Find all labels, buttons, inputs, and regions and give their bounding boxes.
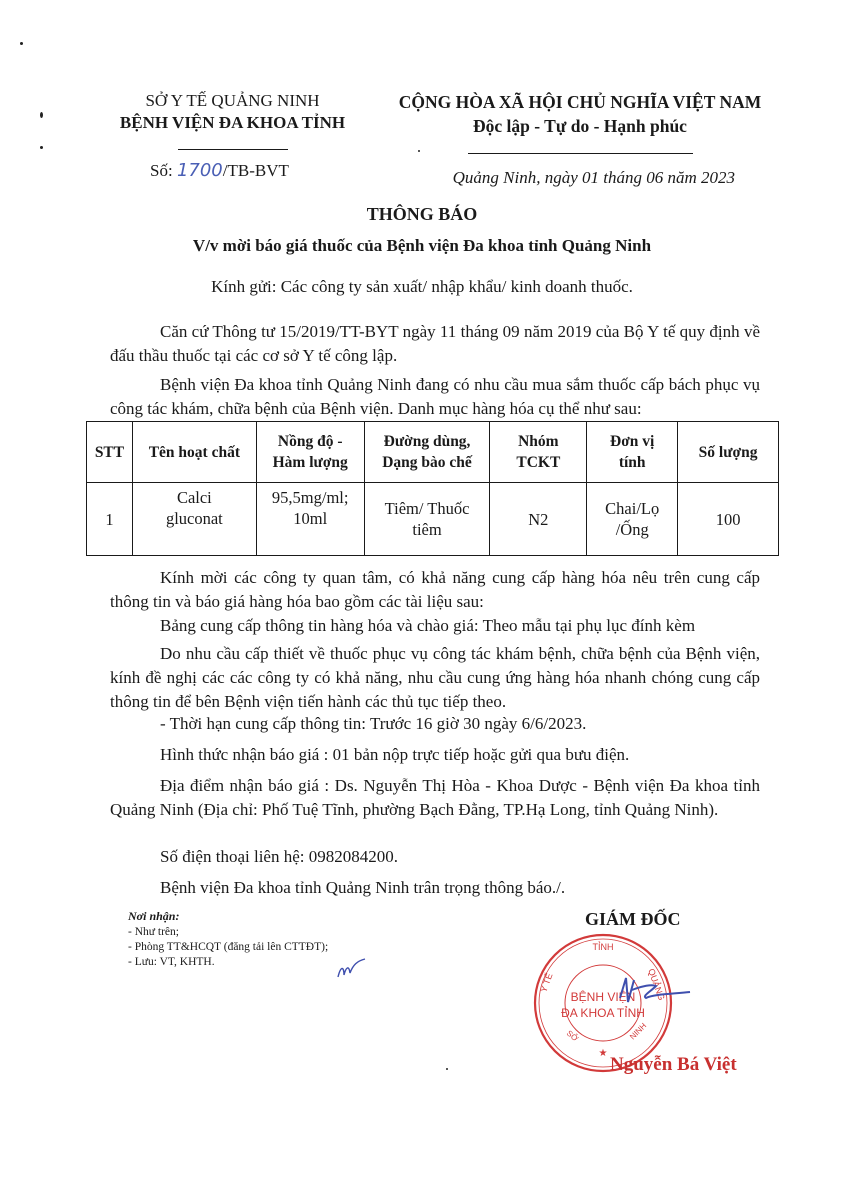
document-title: THÔNG BÁO bbox=[366, 204, 478, 224]
motto-underline bbox=[375, 136, 785, 160]
director-signature bbox=[612, 968, 702, 1018]
place-date: Quảng Ninh, ngày 01 tháng 06 năm 2023 bbox=[452, 168, 735, 187]
seal-bottom-right-text: NINH bbox=[628, 1021, 649, 1042]
seal-bottom-text: SỞ bbox=[564, 1028, 580, 1044]
cell-stt: 1 bbox=[87, 483, 133, 556]
recipient-item: - Lưu: VT, KHTH. bbox=[128, 956, 215, 968]
paragraph-price-table: Bảng cung cấp thông tin hàng hóa và chào giá: Theo mẫu tại phụ lục đính kèm bbox=[160, 616, 696, 635]
col-ten-hoat-chat: Tên hoạt chất bbox=[132, 422, 256, 483]
scan-speck bbox=[446, 1068, 448, 1070]
initials-signature bbox=[335, 955, 370, 985]
doc-number-prefix: Số: bbox=[150, 161, 177, 180]
signer-name: Nguyễn Bá Việt bbox=[610, 1054, 737, 1075]
handwritten-number: 1700 bbox=[176, 160, 223, 181]
national-motto: Độc lập - Tự do - Hạnh phúc bbox=[473, 116, 687, 136]
recipient-item: - Phòng TT&HCQT (đăng tải lên CTTĐT); bbox=[128, 941, 329, 953]
national-header bbox=[375, 90, 785, 160]
paragraph-legal-basis: Căn cứ Thông tư 15/2019/TT-BYT ngày 11 tháng 09 năm 2019 của Bộ Y tế quy định về đấu thầu thuốc tại các cơ sở Y tế công lập. bbox=[110, 322, 760, 365]
col-stt: STT bbox=[87, 422, 133, 483]
table-row bbox=[87, 483, 779, 556]
cell-nong-do: 95,5mg/ml; 10ml bbox=[256, 483, 364, 556]
cell-nhom: N2 bbox=[490, 483, 587, 556]
scan-speck bbox=[40, 112, 43, 118]
seal-top-text: TỈNH bbox=[592, 942, 614, 952]
col-nhom: Nhóm TCKT bbox=[490, 422, 587, 483]
national-title: CỘNG HÒA XÃ HỘI CHỦ NGHĨA VIỆT NAM bbox=[398, 92, 762, 112]
paragraph-need: Bệnh viện Đa khoa tỉnh Quảng Ninh đang có nhu cầu mua sắm thuốc cấp bách phục vụ công tác khám, chữa bệnh của Bệnh viện. Danh mục hàng hóa cụ thể như sau: bbox=[110, 375, 760, 418]
cell-so-luong: 100 bbox=[678, 483, 779, 556]
cell-duong-dung: Tiêm/ Thuốc tiêm bbox=[364, 483, 490, 556]
scan-speck bbox=[20, 42, 23, 45]
paragraph-deadline: - Thời hạn cung cấp thông tin: Trước 16 giờ 30 ngày 6/6/2023. bbox=[160, 714, 587, 733]
document-subtitle: V/v mời báo giá thuốc của Bệnh viện Đa khoa tỉnh Quảng Ninh bbox=[192, 236, 652, 255]
col-nong-do: Nồng độ - Hàm lượng bbox=[256, 422, 364, 483]
paragraph-phone: Số điện thoại liên hệ: 0982084200. bbox=[160, 847, 398, 866]
seal-right-text: QUẢNG bbox=[646, 967, 667, 1002]
paragraph-closing: Bệnh viện Đa khoa tỉnh Quảng Ninh trân trọng thông báo./. bbox=[160, 878, 566, 897]
agency-header bbox=[60, 90, 405, 156]
cell-don-vi: Chai/Lọ /Ống bbox=[587, 483, 678, 556]
seal-left-text: Y TẾ bbox=[538, 971, 555, 994]
agency-line1: SỞ Y TẾ QUẢNG NINH bbox=[145, 91, 320, 110]
document-number bbox=[150, 160, 289, 181]
seal-line1: BỆNH VIỆN bbox=[570, 990, 636, 1004]
doc-number-suffix: /TB-BVT bbox=[222, 161, 289, 180]
table-header-row bbox=[87, 422, 779, 483]
paragraph-invite: Kính mời các công ty quan tâm, có khả năng cung cấp hàng hóa nêu trên cung cấp thông tin và báo giá hàng hóa bao gồm các tài liệu sau: bbox=[110, 568, 760, 611]
agency-line2: BỆNH VIỆN ĐA KHOA TỈNH bbox=[119, 113, 346, 132]
paragraph-method: Hình thức nhận báo giá : 01 bản nộp trực tiếp hoặc gửi qua bưu điện. bbox=[160, 745, 630, 764]
col-duong-dung: Đường dùng, Dạng bào chế bbox=[364, 422, 490, 483]
scan-speck bbox=[40, 146, 43, 149]
svg-text:★: ★ bbox=[598, 1048, 608, 1059]
signer-role: GIÁM ĐỐC bbox=[585, 909, 681, 929]
paragraph-urgency: Do nhu cầu cấp thiết về thuốc phục vụ công tác khám bệnh, chữa bệnh của Bệnh viện, kính đề nghị các các công ty có khả năng, nhu cầu cung ứng hàng hóa nhanh chóng cung cấp thông tin để bên Bệnh viện tiến hành các thủ tục tiếp theo. bbox=[110, 644, 760, 711]
paragraph-location: Địa điểm nhận báo giá : Ds. Nguyễn Thị Hòa - Khoa Dược - Bệnh viện Đa khoa tỉnh Quảng Ninh (Địa chỉ: Phố Tuệ Tĩnh, phường Bạch Đằng, TP.Hạ Long, tỉnh Quảng Ninh). bbox=[110, 776, 760, 819]
seal-line2: ĐA KHOA TỈNH bbox=[561, 1006, 645, 1020]
cell-ten: Calci gluconat bbox=[132, 483, 256, 556]
recipients-title: Nơi nhận: bbox=[128, 909, 180, 923]
recipient-line: Kính gửi: Các công ty sản xuất/ nhập khẩu/ kinh doanh thuốc. bbox=[211, 277, 633, 296]
agency-underline bbox=[60, 134, 405, 156]
recipient-item: - Như trên; bbox=[128, 926, 179, 938]
col-so-luong: Số lượng bbox=[678, 422, 779, 483]
drug-table bbox=[86, 421, 779, 556]
col-don-vi: Đơn vị tính bbox=[587, 422, 678, 483]
